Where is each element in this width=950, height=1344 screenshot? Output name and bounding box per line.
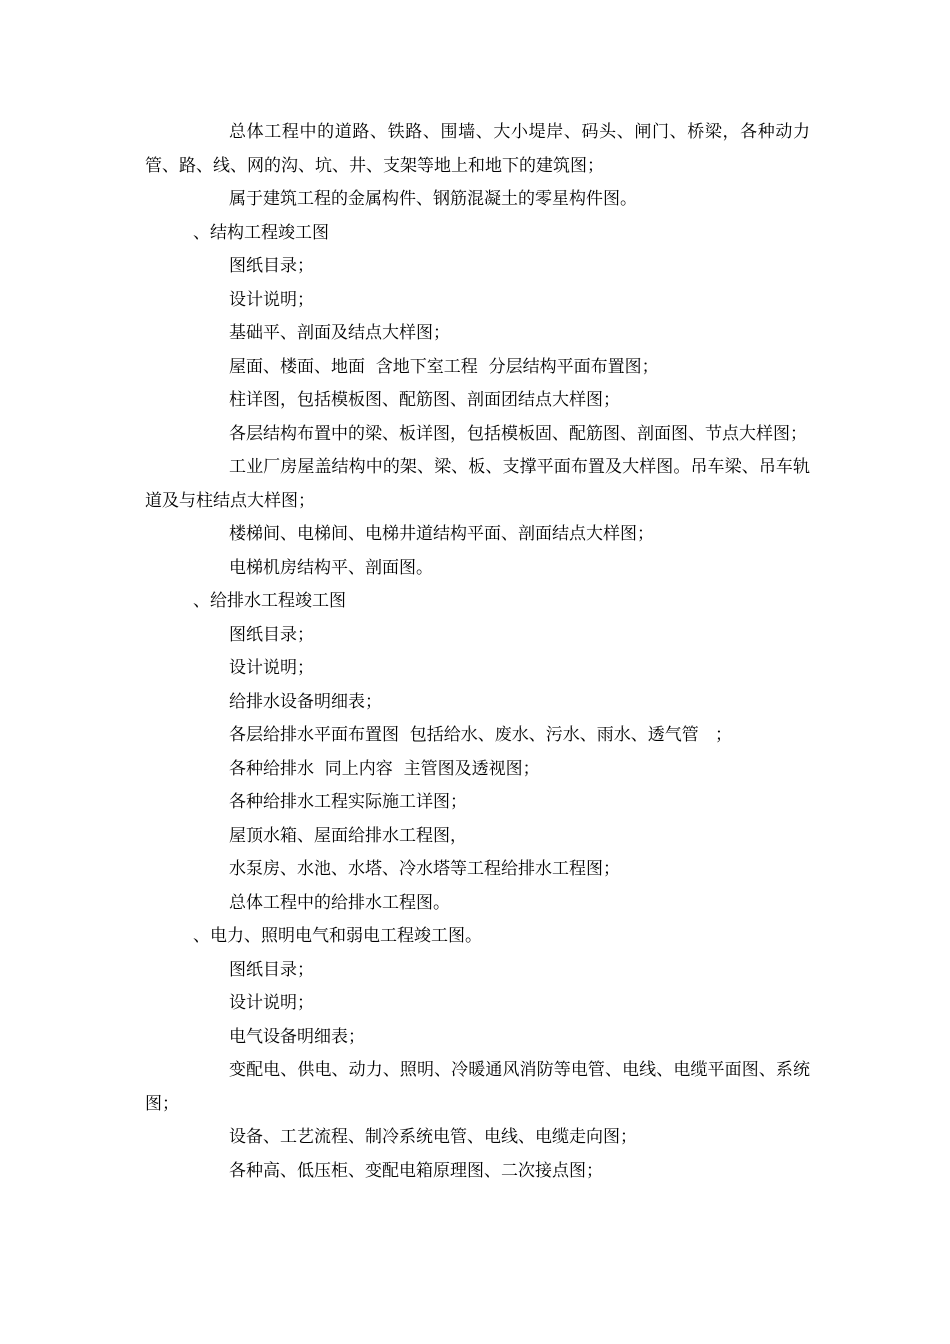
paragraph-item: 各层给排水平面布置图 包括给水、废水、污水、雨水、透气管 ； [229, 725, 733, 745]
paragraph-item: 各种给排水工程实际施工详图； [229, 792, 467, 812]
paragraph-item: 各种高、低压柜、变配电箱原理图、二次接点图； [229, 1160, 603, 1181]
document-body [145, 116, 810, 1188]
paragraph-item: 设计说明； [229, 993, 314, 1013]
paragraph-item: 设备、工艺流程、制冷系统电管、电线、电缆走向图； [229, 1127, 637, 1147]
paragraph-item: 电梯机房结构平、剖面图。 [229, 557, 433, 578]
paragraph-item: 设计说明； [229, 658, 314, 678]
paragraph-item: 屋面、楼面、地面 含地下室工程 分层结构平面布置图； [229, 356, 659, 377]
paragraph-item: 属于建筑工程的金属构件、钢筋混凝土的零星构件图。 [229, 189, 637, 209]
paragraph-item: 楼梯间、电梯间、电梯井道结构平面、剖面结点大样图； [229, 524, 654, 544]
paragraph-item: 图纸目录； [229, 256, 314, 276]
paragraph-item: 电气设备明细表； [229, 1026, 365, 1047]
paragraph-item: 图纸目录； [229, 959, 314, 980]
paragraph-item: 各种给排水 同上内容 主管图及透视图； [229, 758, 540, 779]
paragraph-item: 屋顶水箱、屋面给排水工程图， [229, 825, 467, 846]
paragraph-item: 设计说明； [229, 289, 314, 310]
paragraph-item: 总体工程中的道路、铁路、围墙、大小堤岸、码头、闸门、桥梁，各种动力管、路、线、网的沟、坑、井、支架等地上和地下的建筑图； [145, 122, 810, 176]
paragraph-item: 水泵房、水池、水塔、冷水塔等工程给排水工程图； [229, 859, 620, 879]
paragraph-item: 基础平、剖面及结点大样图； [229, 323, 450, 343]
paragraph-item: 工业厂房屋盖结构中的架、梁、板、支撑平面布置及大样图。吊车梁、吊车轨道及与柱结点大样图； [145, 457, 810, 511]
paragraph-item: 各层结构布置中的梁、板详图，包括模板固、配筋图、剖面图、节点大样图； [229, 423, 807, 444]
paragraph-item: 柱详图，包括模板图、配筋图、剖面团结点大样图； [229, 390, 620, 410]
paragraph-item: 图纸目录； [229, 624, 314, 645]
paragraph-item: 变配电、供电、动力、照明、冷暖通风消防等电管、电线、电缆平面图、系统图； [145, 1060, 810, 1114]
section-heading-plumbing: 、给排水工程竣工图 [193, 591, 346, 611]
paragraph-item: 给排水设备明细表； [229, 691, 382, 712]
section-heading-electrical: 、电力、照明电气和弱电工程竣工图。 [193, 926, 482, 946]
paragraph-item: 总体工程中的给排水工程图。 [229, 892, 450, 913]
section-heading-structure: 、结构工程竣工图 [193, 222, 329, 243]
